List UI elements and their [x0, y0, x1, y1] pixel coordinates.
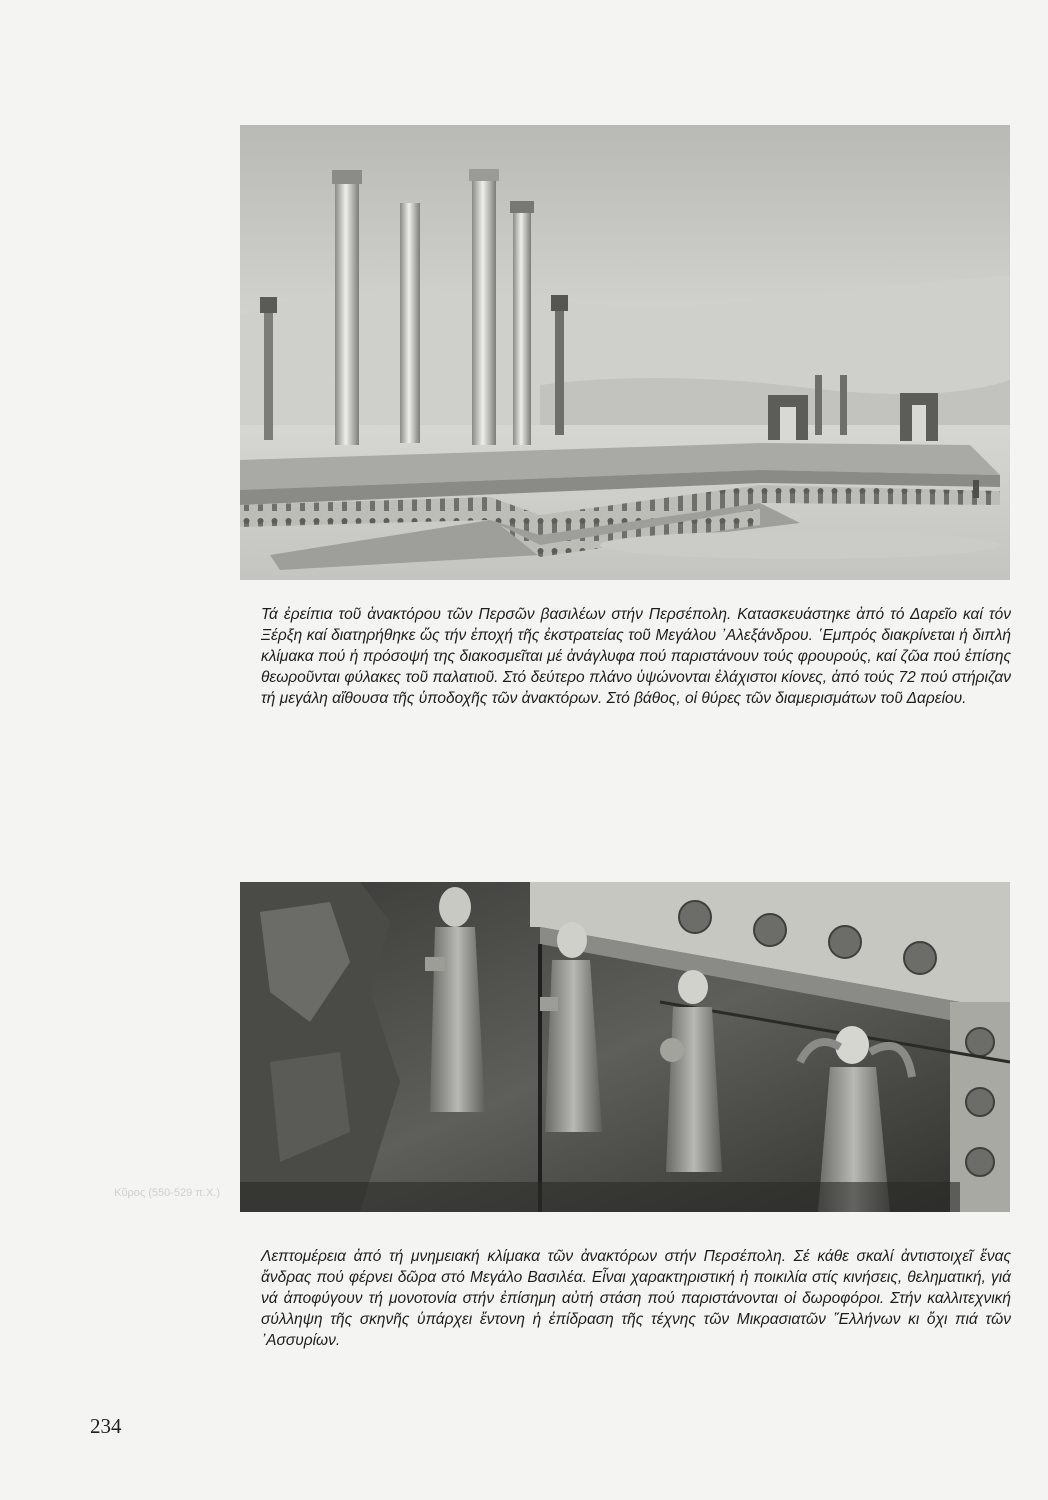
figure-caption-relief: Λεπτομέρεια ἀπό τή μνημειακή κλίμακα τῶν ἀνακτόρων στήν Περσέπολη. Σέ κάθε σκαλί ἀντιστοιχεῖ ἕνας ἄνδρας πού φέρνει δῶρα στό Μεγάλο Βασιλέα. Εἶναι χαρακτηριστική ἡ ποικιλία στίς κινήσεις, θεληματική, γιά νά ἀποφύγουν τή μονοτονία στήν ἐπίσημη αὐτή στάση πού παριστάνονται οἱ δωροφόροι. Στήν καλλιτεχνική σύλληψη τῆς σκηνῆς ὑπάρχει ἔντονη ἡ ἐπίδραση τῆς τέχνης τῶν Μικρασιατῶν ῞Ελλήνων κι ὄχι πιά τῶν ᾿Ασσυρίων. [261, 1248, 1011, 1349]
bleed-through-side-note: Κῦρος (550-529 π.Χ.) [114, 1187, 220, 1199]
figure-caption-ruins: Τά ἐρείπια τοῦ ἀνακτόρου τῶν Περσῶν βασιλέων στήν Περσέπολη. Κατασκευάστηκε ἀπό τό Δαρεῖο καί τόν Ξέρξη καί διατηρήθηκε ὥς τήν ἐποχή τῆς ἐκστρατείας τοῦ Μεγάλου ᾿Αλεξάνδρου. ῾Εμπρός διακρίνεται ἡ διπλή κλίμακα πού ἡ πρόσοψή της διακοσμεῖται μέ ἀνάγλυφα πού παριστάνουν τούς φρουρούς, καί ζῶα πού ἐπίσης θεωροῦνται φύλακες τοῦ παλατιοῦ. Στό δεύτερο πλάνο ὑψώνονται ἐλάχιστοι κίονες, ἀπό τούς 72 πού στήριζαν τή μεγάλη αἴθουσα τῆς ὑποδοχῆς τῶν ἀνακτόρων. Στό βάθος, οἱ θύρες τῶν διαμερισμάτων τοῦ Δαρείου. [261, 606, 1011, 707]
page-number: 234 [90, 1414, 122, 1438]
photo-persepolis-ruins [240, 125, 1010, 580]
photo-staircase-relief [240, 882, 1010, 1212]
